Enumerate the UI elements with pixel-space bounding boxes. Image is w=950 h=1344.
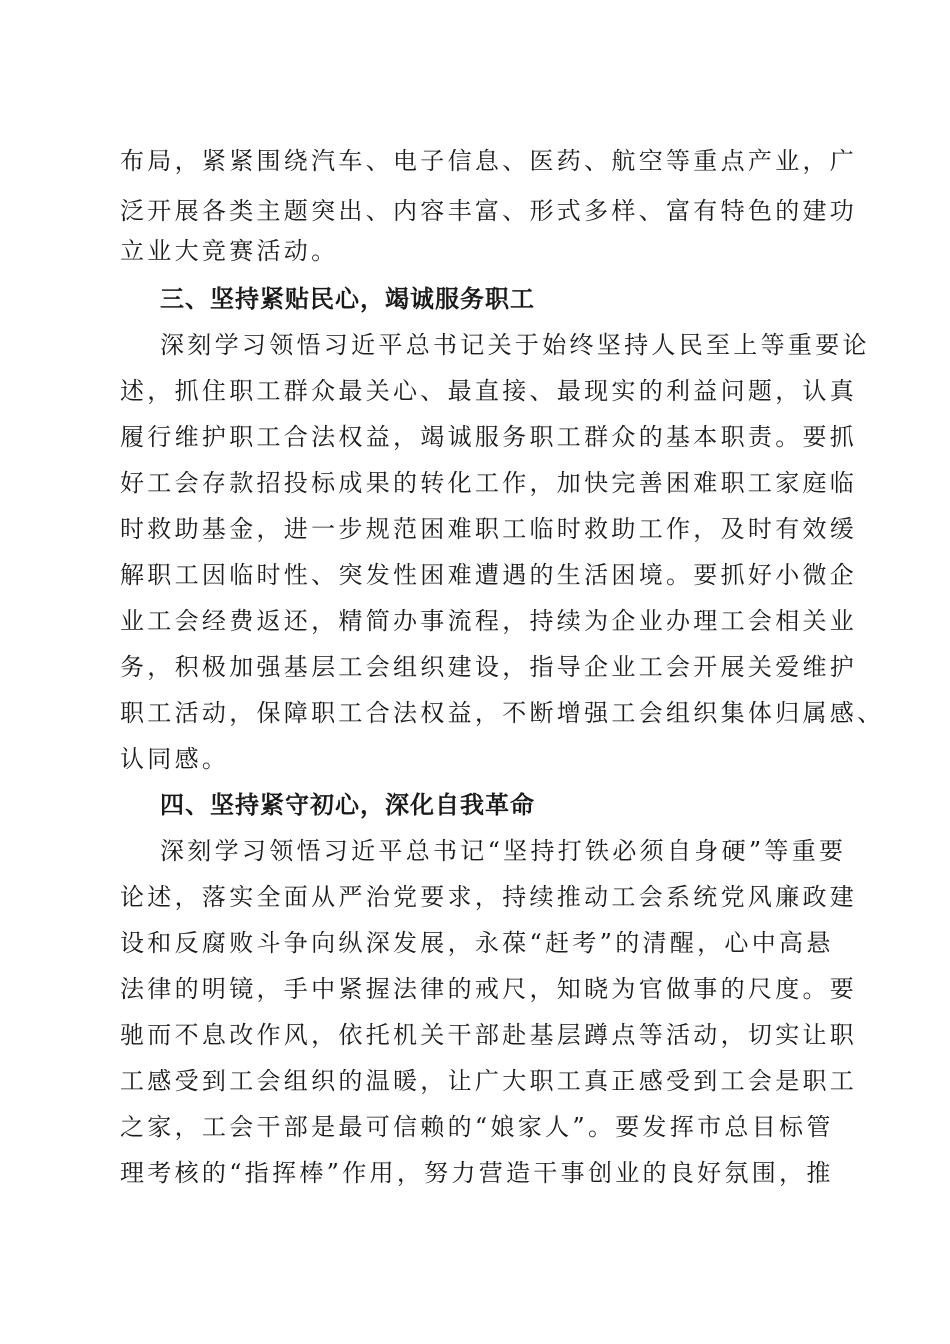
body-text-line: 工感受到工会组织的温暖，让广大职工真正感受到工会是职工 — [120, 1067, 858, 1095]
section-heading-3: 三、坚持紧贴民心，竭诚服务职工 — [160, 285, 535, 313]
body-text-line: 述，抓住职工群众最关心、最直接、最现实的利益问题，认真 — [120, 377, 858, 405]
body-text-line: 业工会经费返还，精简办事流程，持续为企业办理工会相关业 — [120, 607, 858, 635]
body-text-line: 解职工因临时性、突发性困难遭遇的生活困境。要抓好小微企 — [120, 561, 858, 589]
section-heading-4: 四、坚持紧守初心，深化自我革命 — [160, 791, 535, 819]
body-text-line: 论述，落实全面从严治党要求，持续推动工会系统党风廉政建 — [120, 883, 858, 911]
body-text-line: 泛开展各类主题突出、内容丰富、形式多样、富有特色的建功 — [120, 197, 858, 225]
body-text-line: 理考核的“指挥棒”作用，努力营造干事创业的良好氛围，推 — [120, 1159, 834, 1187]
body-text-line: 法律的明镜，手中紧握法律的戒尺，知晓为官做事的尺度。要 — [120, 975, 858, 1003]
body-text-line: 之家，工会干部是最可信赖的“娘家人”。要发挥市总目标管 — [120, 1113, 834, 1141]
body-text-line: 深刻学习领悟习近平总书记“坚持打铁必须自身硬”等重要 — [160, 837, 847, 865]
body-text-line: 设和反腐败斗争向纵深发展，永葆“赶考”的清醒，心中高悬 — [120, 929, 834, 957]
body-text-line: 好工会存款招投标成果的转化工作，加快完善困难职工家庭临 — [120, 469, 858, 497]
body-text-line: 履行维护职工合法权益，竭诚服务职工群众的基本职责。要抓 — [120, 423, 858, 451]
body-text-line: 时救助基金，进一步规范困难职工临时救助工作，及时有效缓 — [120, 515, 858, 543]
body-text-line: 职工活动，保障职工合法权益，不断增强工会组织集体归属感、 — [120, 699, 885, 727]
body-text-line: 务，积极加强基层工会组织建设，指导企业工会开展关爱维护 — [120, 653, 858, 681]
body-text-line: 认同感。 — [120, 745, 230, 773]
body-text-line: 布局，紧紧围绕汽车、电子信息、医药、航空等重点产业，广 — [120, 147, 858, 175]
body-text-line: 驰而不息改作风，依托机关干部赴基层蹲点等活动，切实让职 — [120, 1021, 858, 1049]
body-text-line: 深刻学习领悟习近平总书记关于始终坚持人民至上等重要论 — [160, 331, 870, 359]
body-text-line: 立业大竞赛活动。 — [120, 237, 339, 265]
